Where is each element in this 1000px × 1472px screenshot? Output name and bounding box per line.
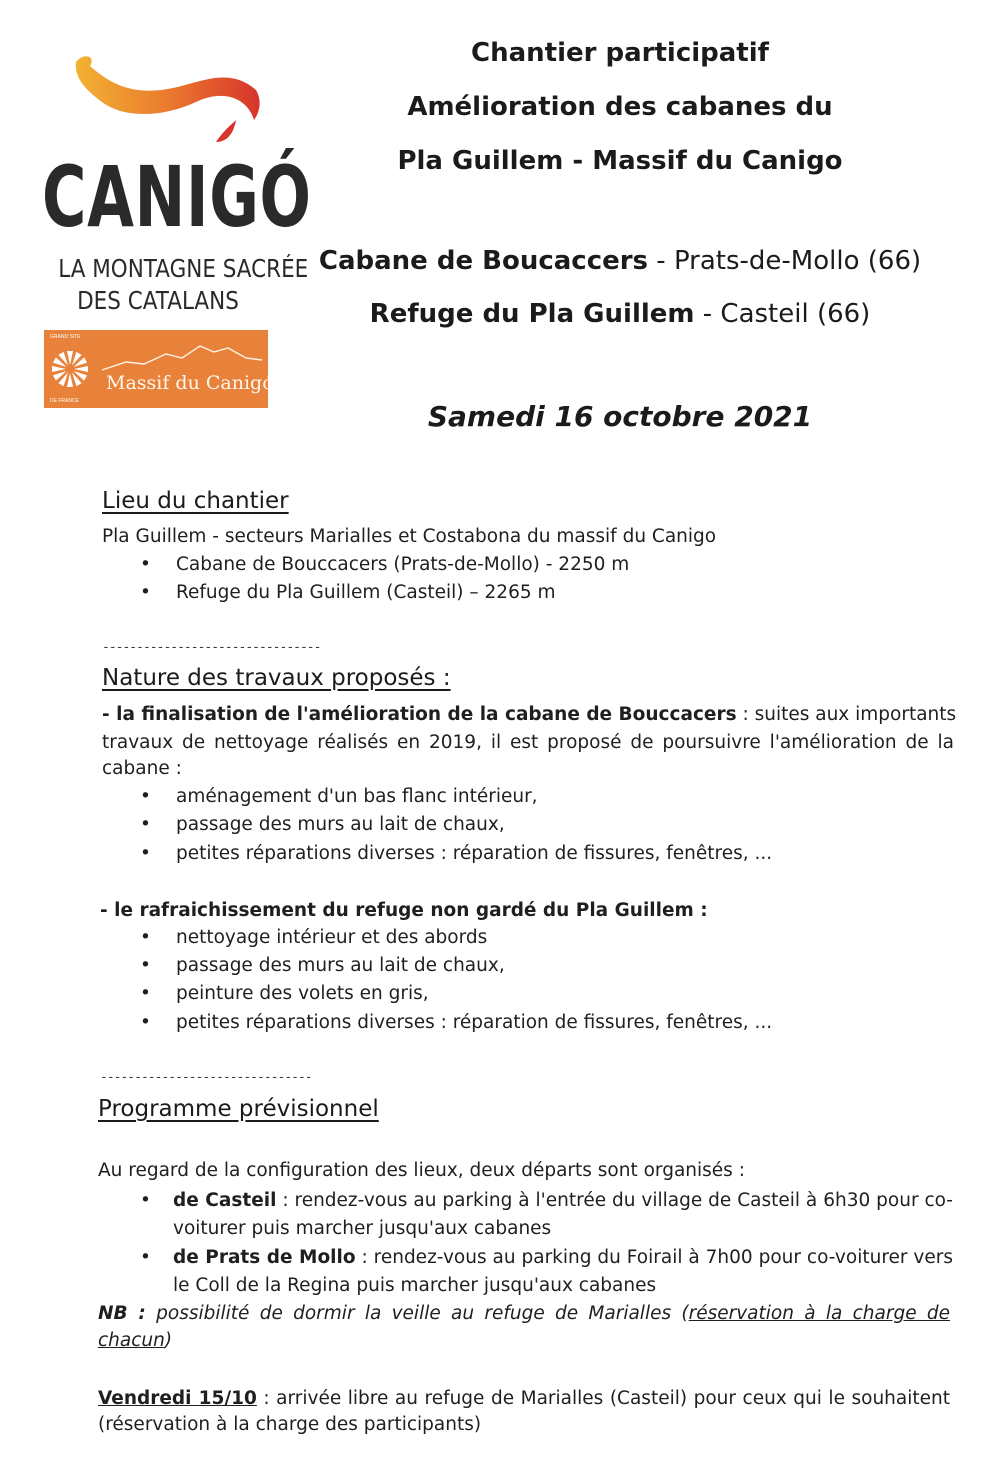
bullet-icon: • — [140, 554, 151, 575]
nb-text: possibilité de dormir la veille au refuge de Marialles ( — [145, 1303, 689, 1324]
site-2-name: Refuge du Pla Guillem — [369, 299, 695, 329]
programme-title: Programme prévisionnel — [98, 1096, 379, 1122]
site-2 — [300, 299, 940, 329]
nature-list1-item-1: aménagement d'un bas flanc intérieur, — [176, 786, 538, 807]
lieu-title: Lieu du chantier — [102, 488, 289, 514]
site-1-name: Cabane de Boucaccers — [318, 246, 649, 276]
bullet-icon: • — [140, 843, 151, 864]
badge-small-bottom: DE FRANCE — [50, 398, 79, 404]
nature-list2-item-3: peinture des volets en gris, — [176, 983, 429, 1004]
nature-list1-item-2: passage des murs au lait de chaux, — [176, 814, 505, 835]
bullet-icon: • — [140, 955, 151, 976]
depart-2-text: : rendez-vous au parking du Foirail à 7h00 pour co-voiturer vers — [355, 1247, 953, 1268]
sun-burst-icon — [44, 330, 96, 408]
friday-line-1 — [98, 1388, 950, 1409]
friday-label: Vendredi 15/10 — [98, 1388, 257, 1409]
logo-subtitle-2: DES CATALANS — [77, 286, 239, 315]
depart-2-label: de Prats de Mollo — [173, 1247, 356, 1268]
nature-list2-item-1: nettoyage intérieur et des abords — [176, 927, 488, 948]
bullet-icon: • — [140, 786, 151, 807]
depart-2-line-1 — [173, 1247, 953, 1268]
lieu-item-1: Cabane de Bouccacers (Prats-de-Mollo) - 2250 m — [176, 554, 630, 575]
nb-reservation-link: réservation à la charge de — [688, 1303, 950, 1324]
nature-p2-bold: - le rafraichissement du refuge non gardé du Pla Guillem : — [100, 900, 708, 921]
nature-p1-line1 — [102, 704, 957, 725]
programme-intro: Au regard de la configuration des lieux, deux départs sont organisés : — [98, 1160, 745, 1181]
bullet-icon: • — [140, 1190, 151, 1211]
friday-line-2: (réservation à la charge des participants) — [98, 1414, 482, 1435]
depart-1-line-2: voiturer puis marcher jusqu'aux cabanes — [173, 1218, 552, 1239]
nb-reservation-link-2: chacun — [98, 1330, 165, 1351]
site-1-location: - Prats-de-Mollo (66) — [648, 246, 922, 276]
logo-subtitle-1: LA MONTAGNE SACRÉE — [58, 254, 309, 283]
nb-end: ) — [164, 1330, 173, 1351]
nb-line-2 — [98, 1330, 172, 1351]
bullet-icon: • — [140, 927, 151, 948]
nature-list1-item-3: petites réparations diverses : réparation de fissures, fenêtres, ... — [176, 843, 773, 864]
nb-label: NB : — [98, 1303, 146, 1324]
depart-1-label: de Casteil — [173, 1190, 277, 1211]
depart-1-text: : rendez-vous au parking à l'entrée du village de Casteil à 6h30 pour co- — [276, 1190, 953, 1211]
nb-line-1 — [98, 1303, 950, 1324]
lieu-item-2: Refuge du Pla Guillem (Casteil) – 2265 m — [176, 582, 556, 603]
logo-wordmark: CANIGÓ — [42, 148, 312, 246]
badge-right-panel — [96, 330, 274, 408]
friday-text: : arrivée libre au refuge de Marialles (Casteil) pour ceux qui le souhaitent — [256, 1388, 950, 1409]
nature-p1-line2: travaux de nettoyage réalisés en 2019, il est proposé de poursuivre l'amélioration de la — [102, 732, 954, 753]
nature-title: Nature des travaux proposés : — [102, 665, 451, 691]
mountain-outline-icon — [96, 336, 268, 376]
site-1 — [300, 246, 940, 276]
bullet-icon: • — [140, 983, 151, 1004]
logo-flame-mark — [66, 50, 266, 160]
grand-site-emblem — [44, 330, 96, 408]
depart-2-line-2: le Coll de la Regina puis marcher jusqu'aux cabanes — [173, 1275, 657, 1296]
massif-badge — [44, 330, 274, 408]
nature-p1-rest: : suites aux importants — [736, 704, 957, 725]
separator-2: ------------------------------- — [100, 1070, 312, 1085]
site-2-location: - Casteil (66) — [694, 299, 871, 329]
bullet-icon: • — [140, 814, 151, 835]
header-line-1: Chantier participatif — [471, 38, 769, 68]
nature-p1-line3: cabane : — [102, 758, 182, 779]
nature-list2-item-2: passage des murs au lait de chaux, — [176, 955, 505, 976]
bullet-icon: • — [140, 1247, 151, 1268]
event-date: Samedi 16 octobre 2021 — [427, 400, 813, 433]
nature-list2-item-4: petites réparations diverses : réparation de fissures, fenêtres, ... — [176, 1012, 773, 1033]
depart-1-line-1 — [173, 1190, 953, 1211]
header-line-3: Pla Guillem - Massif du Canigo — [397, 146, 843, 176]
header-line-2: Amélioration des cabanes du — [407, 92, 833, 122]
badge-small-top: GRAND SITE — [50, 334, 81, 340]
bullet-icon: • — [140, 1012, 151, 1033]
nature-p1-bold: - la finalisation de l'amélioration de la cabane de Bouccacers — [102, 704, 737, 725]
bullet-icon: • — [140, 582, 151, 603]
badge-text: Massif du Canigó — [106, 372, 274, 394]
canigo-logo — [36, 50, 312, 420]
lieu-intro: Pla Guillem - secteurs Marialles et Costabona du massif du Canigo — [102, 526, 717, 547]
separator-1: -------------------------------- — [102, 640, 321, 655]
